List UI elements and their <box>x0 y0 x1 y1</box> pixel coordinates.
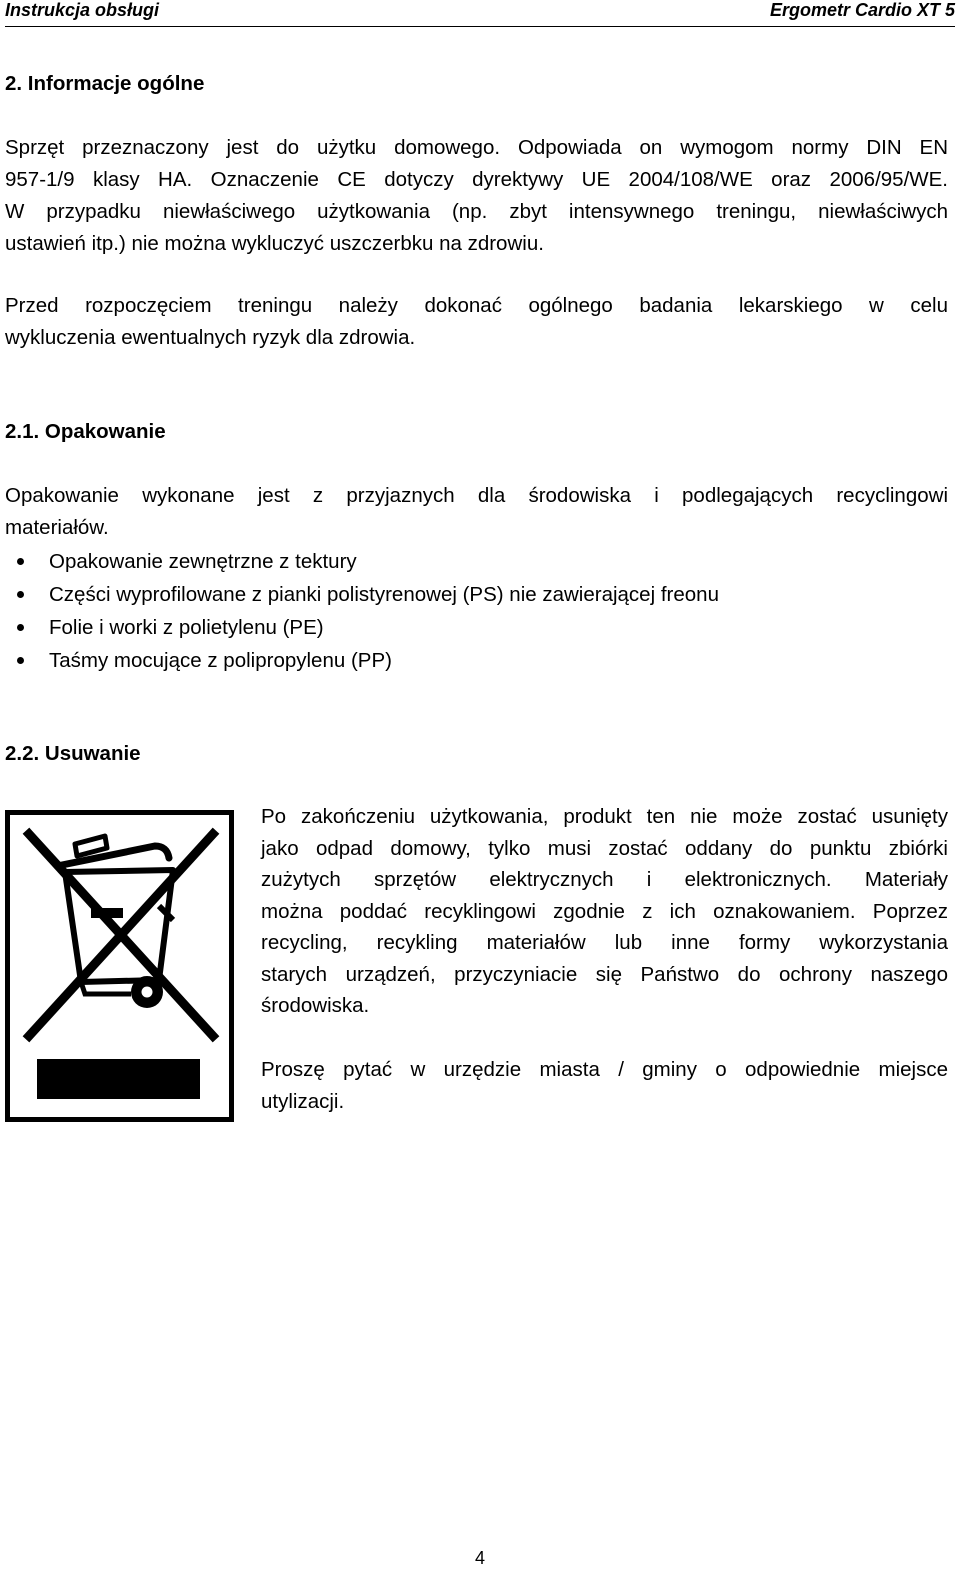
text-line: 957-1/9 klasy HA. Oznaczenie CE dotyczy dyrektywy UE 2004/108/WE oraz 2006/95/WE. <box>5 168 948 191</box>
text-line: środowiska. <box>261 994 370 1017</box>
paragraph-intended-use <box>5 132 948 260</box>
text-line: ustawień itp.) nie można wykluczyć uszczerbku na zdrowiu. <box>5 232 544 255</box>
text-line: można poddać recyklingowi zgodnie z ich oznakowaniem. Poprzez <box>261 899 948 923</box>
section-heading-packaging: 2.1. Opakowanie <box>5 420 166 443</box>
text-line: Proszę pytać w urzędzie miasta / gminy o odpowiednie miejsce <box>261 1058 948 1081</box>
text-line: Opakowanie wykonane jest z przyjaznych dla środowiska i podlegających recyclingowi <box>5 484 948 507</box>
list-item-text: Folie i worki z polietylenu (PE) <box>49 616 324 639</box>
text-line: W przypadku niewłaściwego użytkowania (np. zbyt intensywnego treningu, niewłaściwych <box>5 200 948 223</box>
list-item <box>5 644 948 677</box>
paragraph-disposal-contact <box>261 1054 948 1117</box>
text-line: Sprzęt przeznaczony jest do użytku domowego. Odpowiada on wymogom normy DIN EN <box>5 136 948 159</box>
text-line: materiałów. <box>5 516 109 539</box>
bullet-icon <box>17 558 24 565</box>
text-line: Przed rozpoczęciem treningu należy dokonać ogólnego badania lekarskiego w celu <box>5 294 948 317</box>
list-item-text: Taśmy mocujące z polipropylenu (PP) <box>49 649 392 672</box>
packaging-materials-list <box>5 545 948 677</box>
text-line: zużytych sprzętów elektrycznych i elektronicznych. Materiały <box>261 868 948 891</box>
paragraph-medical-check <box>5 290 948 354</box>
bullet-icon <box>17 657 24 664</box>
text-line: utylizacji. <box>261 1089 345 1113</box>
header-product-name: Ergometr Cardio XT 5 <box>769 0 955 20</box>
page-number: 4 <box>474 1548 485 1568</box>
bullet-icon <box>17 624 24 631</box>
text-line: starych urządzeń, przyczyniacie się Państwo do ochrony naszego <box>261 962 948 986</box>
text-line: Po zakończeniu użytkowania, produkt ten nie może zostać usunięty <box>261 805 948 828</box>
section-heading-disposal: 2.2. Usuwanie <box>5 742 141 765</box>
list-item-text: Opakowanie zewnętrzne z tektury <box>49 550 357 573</box>
section-heading-general-info: 2. Informacje ogólne <box>5 72 205 95</box>
bullet-icon <box>17 591 24 598</box>
header-rule <box>5 26 955 27</box>
crossed-out-wheelie-bin-icon <box>5 810 234 1122</box>
header-manual-title: Instrukcja obsługi <box>5 0 160 20</box>
paragraph-disposal-info <box>261 801 948 1022</box>
text-line: jako odpad domowy, tylko musi zostać oddany do punktu zbiórki <box>261 836 948 860</box>
paragraph-packaging-intro <box>5 480 948 544</box>
list-item-text: Części wyprofilowane z pianki polistyrenowej (PS) nie zawierającej freonu <box>49 583 719 606</box>
running-header <box>5 0 955 24</box>
list-item <box>5 545 948 578</box>
text-line: recycling, recykling materiałów lub inne formy wykorzystania <box>261 931 948 954</box>
list-item <box>5 578 948 611</box>
list-item <box>5 611 948 644</box>
text-line: wykluczenia ewentualnych ryzyk dla zdrowia. <box>5 326 416 349</box>
